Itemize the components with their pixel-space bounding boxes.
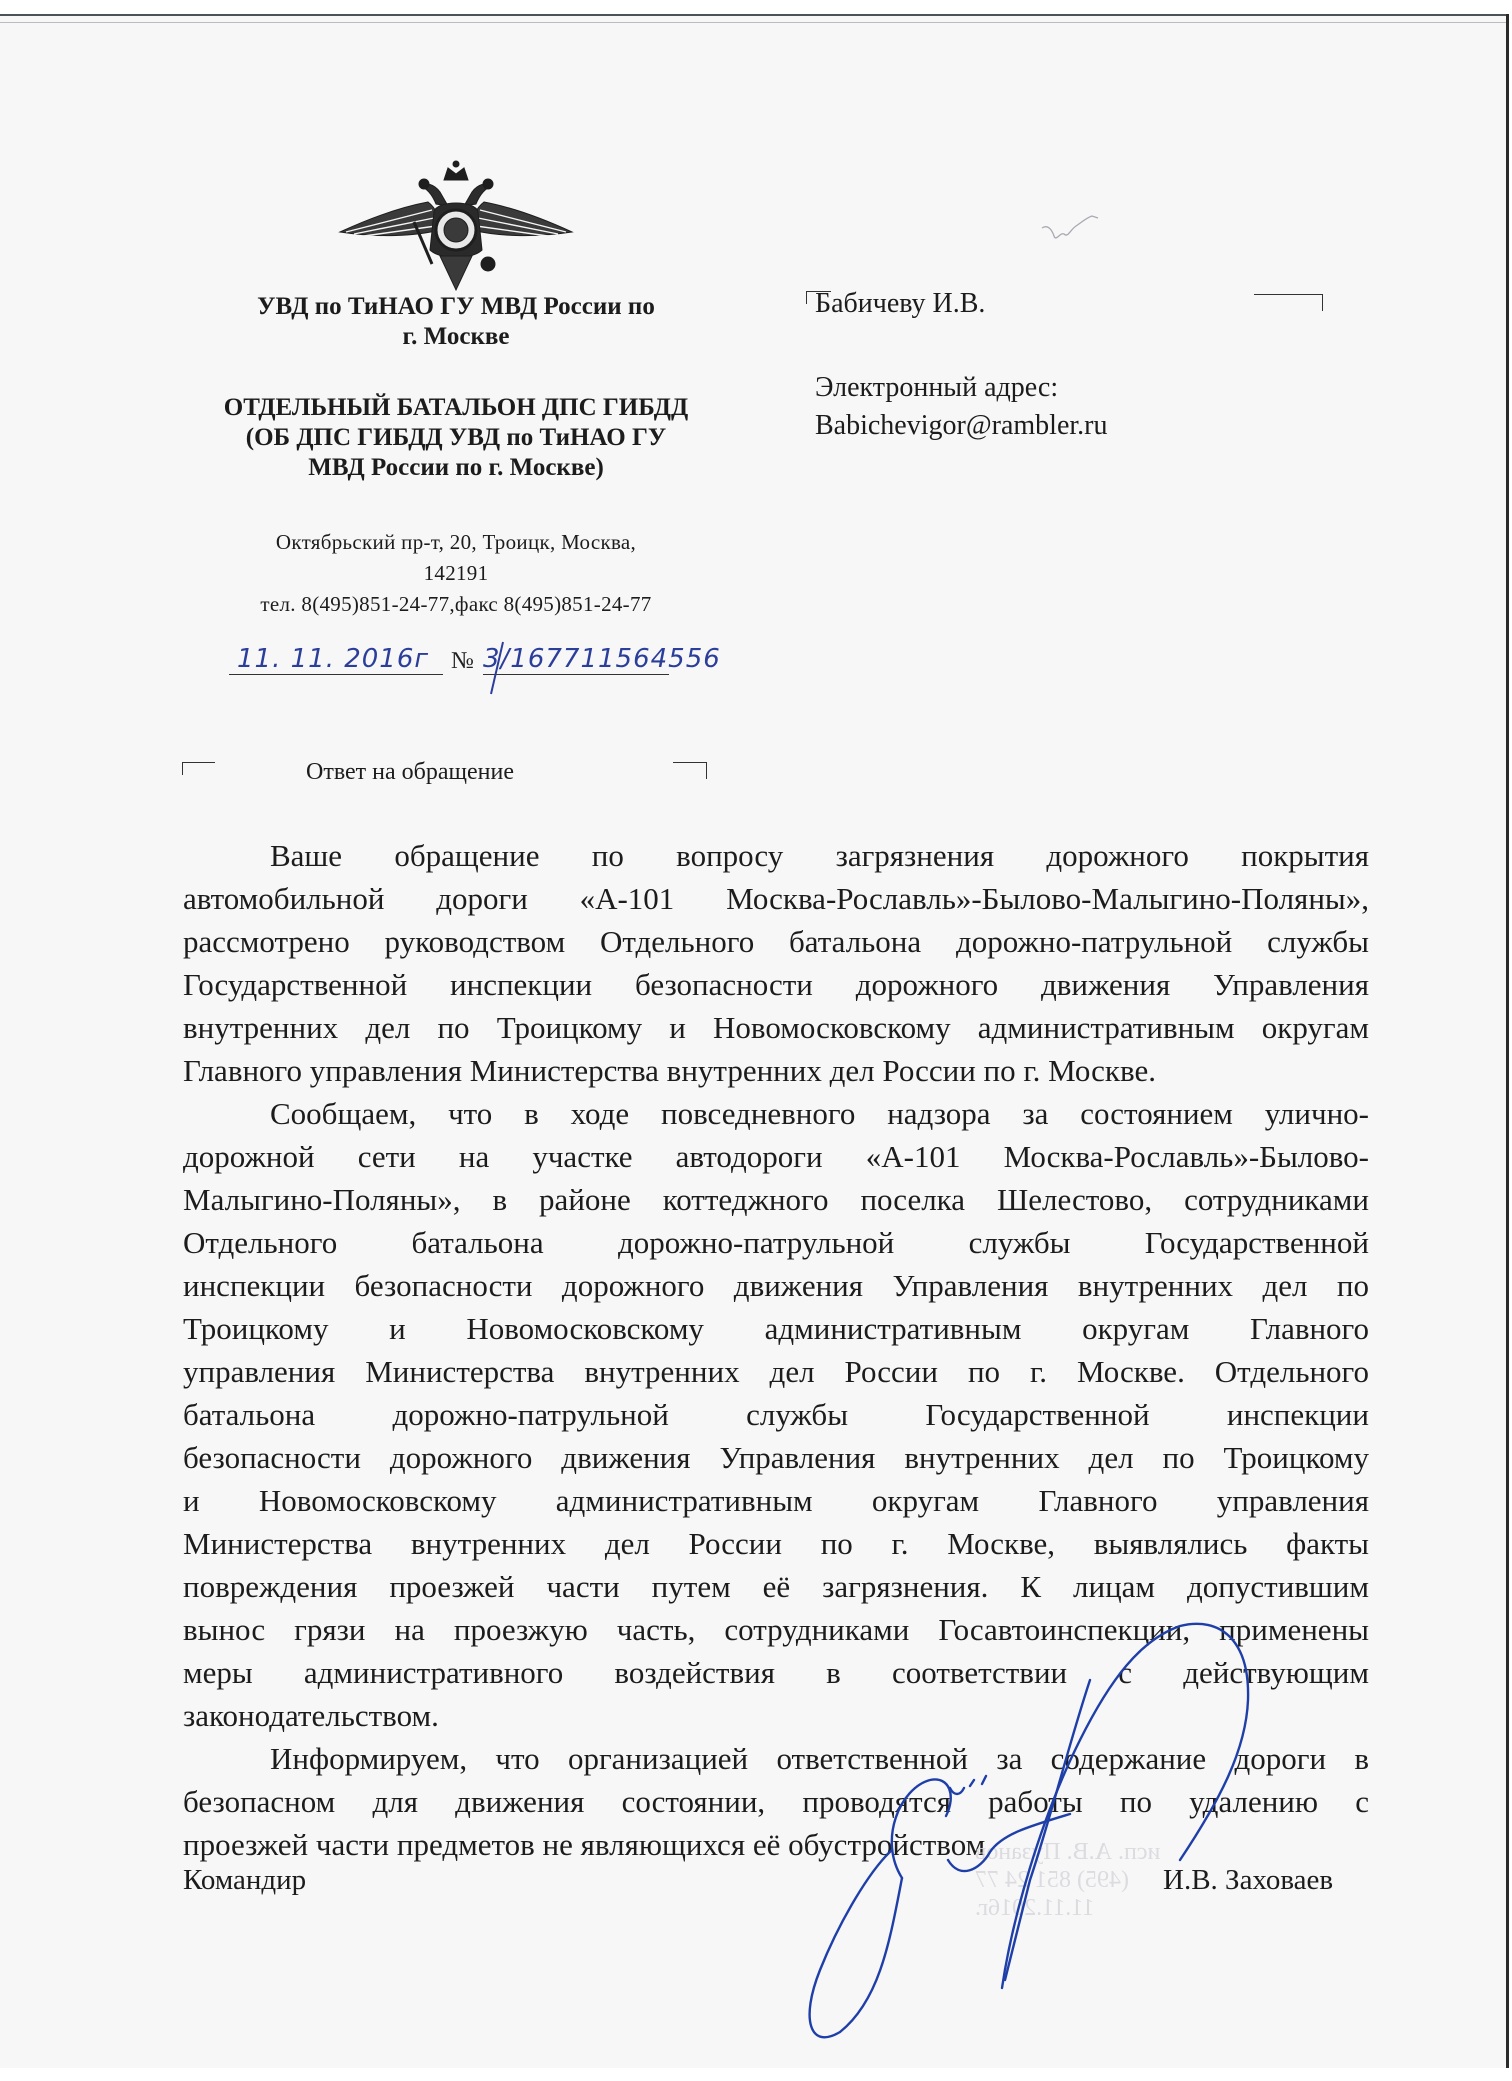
body-line: меры административного воздействия в соответствии с действующим (183, 1655, 1369, 1690)
show-through-line3: 11.11.2016г. (975, 1895, 1095, 1921)
handwritten-signature (780, 1620, 1300, 2050)
body-line: Малыгино-Поляны», в районе коттеджного поселка Шелестово, сотрудниками (183, 1182, 1369, 1217)
address-line1: Октябрьский пр-т, 20, Троицк, Москва, (275, 530, 637, 554)
body-line: вынос грязи на проезжую часть, сотрудниками Госавтоинспекции, применены (183, 1612, 1369, 1647)
body-line: батальона дорожно-патрульной службы Государственной инспекции (183, 1397, 1369, 1432)
pencil-scribble-mark (1040, 214, 1100, 248)
recipient-email[interactable]: Babichevigor@rambler.ru (815, 410, 1108, 441)
body-line: повреждения проезжей части путем её загрязнения. К лицам допустившим (183, 1569, 1369, 1604)
body-line: безопасности дорожного движения Управления внутренних дел по Троицкому (183, 1440, 1369, 1475)
unit-name-line2: (ОБ ДПС ГИБДД УВД по ТиНАО ГУ (245, 424, 667, 451)
body-line: Информируем, что организацией ответственной за содержание дороги в (270, 1741, 1369, 1776)
body-line: автомобильной дороги «А-101 Москва-Рославль»-Былово-Малыгино-Поляны», (183, 881, 1369, 916)
body-line: Сообщаем, что в ходе повседневного надзора за состоянием улично- (270, 1096, 1369, 1131)
mvd-emblem-icon (336, 160, 576, 292)
org-name-line2: г. Москве (402, 323, 510, 350)
registration-number: 3/167711564556 (483, 644, 721, 674)
body-line: Главного управления Министерства внутренних дел России по г. Москве. (183, 1053, 1156, 1088)
org-name-block (170, 292, 742, 352)
body-line: внутренних дел по Троицкому и Новомосковскому административным округам (183, 1010, 1369, 1045)
body-line: управления Министерства внутренних дел России по г. Москве. Отдельного (183, 1354, 1369, 1389)
body-line: безопасном для движения состоянии, проводятся работы по удалению с (183, 1784, 1369, 1819)
signer-title: Командир (183, 1864, 307, 1896)
body-line: Ваше обращение по вопросу загрязнения дорожного покрытия (270, 838, 1369, 873)
unit-name-block (170, 393, 742, 483)
body-line: Министерства внутренних дел России по г. Москве, выявлялись факты (183, 1526, 1369, 1561)
recipient-name: Бабичеву И.В. (815, 288, 986, 319)
address-block (160, 527, 752, 620)
registration-date: 11. 11. 2016г (229, 644, 443, 675)
signer-name: И.В. Заховаев (1163, 1864, 1334, 1896)
body-line: проезжей части предметов не являющихся её обустройством (183, 1827, 986, 1862)
phone-fax-line: тел. 8(495)851-24-77,факс 8(495)851-24-77 (260, 592, 652, 616)
handwritten-slash-stroke (487, 640, 507, 696)
scan-edge-right (1506, 14, 1509, 2069)
scan-edge-top (0, 22, 1506, 23)
body-line: инспекции безопасности дорожного движения Управления внутренних дел по (183, 1268, 1369, 1303)
body-line: и Новомосковскому административным округам Главного управления (183, 1483, 1369, 1518)
body-line: Отдельного батальона дорожно-патрульной службы Государственной (183, 1225, 1369, 1260)
subject-corner-mark-left (182, 762, 215, 775)
org-name-line1: УВД по ТиНАО ГУ МВД России по (257, 293, 655, 320)
body-line: Государственной инспекции безопасности дорожного движения Управления (183, 967, 1369, 1002)
number-sign: № (451, 648, 474, 674)
registration-line (205, 640, 765, 690)
recipient-email-label: Электронный адрес: (815, 372, 1059, 403)
subject-line: Ответ на обращение (306, 759, 514, 785)
body-line: законодательством. (183, 1698, 439, 1733)
address-line2: 142191 (423, 561, 489, 585)
subject-corner-mark-right (673, 762, 707, 779)
unit-name-line3: МВД России по г. Москве) (308, 454, 604, 481)
body-line: дорожной сети на участке автодороги «А-101 Москва-Рославль»-Былово- (183, 1139, 1369, 1174)
show-through-line1: исп. А.В. Пузанов (975, 1839, 1161, 1865)
show-through-line2: (495) 851 24 77 (975, 1867, 1129, 1893)
scan-edge-bottom (0, 2068, 1512, 2081)
body-line: Троицкому и Новомосковскому административным округам Главного (183, 1311, 1369, 1346)
recipient-corner-mark-right (1254, 294, 1323, 311)
unit-name-line1: ОТДЕЛЬНЫЙ БАТАЛЬОН ДПС ГИБДД (223, 394, 689, 421)
body-line: рассмотрено руководством Отдельного батальона дорожно-патрульной службы (183, 924, 1369, 959)
